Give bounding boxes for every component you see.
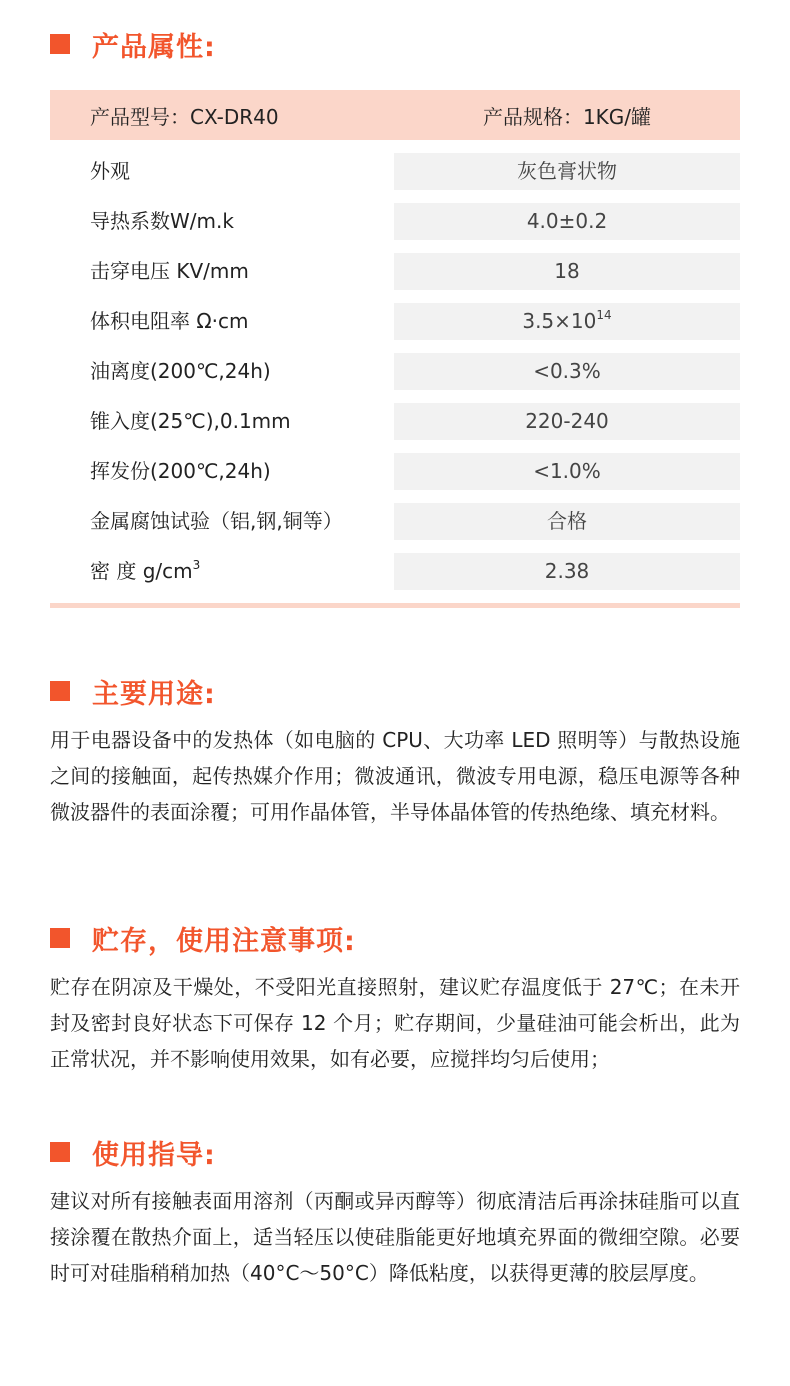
properties-heading [50, 24, 216, 64]
table-bottom-border [50, 603, 740, 608]
row-label [50, 553, 394, 590]
row-label: 锥入度(25℃),0.1mm [90, 409, 291, 433]
row-label: 体积电阻率 Ω·cm [90, 309, 249, 333]
row-label: 挥发份(200℃,24h) [90, 459, 271, 483]
product-spec: 产品规格：1KG/罐 [482, 104, 652, 129]
table-header [50, 90, 740, 140]
row-label: 导热系数W/m.k [90, 209, 234, 233]
heading-square-icon [50, 1142, 70, 1162]
row-value: 合格 [394, 503, 740, 540]
table-row [50, 403, 740, 440]
table-row [50, 203, 740, 240]
row-value: <0.3% [394, 353, 740, 390]
value-base: 3.5×10 [522, 309, 597, 333]
row-value: <1.0% [394, 453, 740, 490]
row-value [394, 303, 740, 340]
row-label: 油离度(200℃,24h) [90, 359, 271, 383]
row-label: 金属腐蚀试验（铝,钢,铜等） [90, 509, 343, 533]
row-label: 击穿电压 KV/mm [90, 259, 249, 283]
table-row [50, 153, 740, 190]
value-exponent: 14 [596, 308, 612, 322]
row-value: 220-240 [394, 403, 740, 440]
table-row [50, 453, 740, 490]
storage-text: 贮存在阴凉及干燥处，不受阳光直接照射，建议贮存温度低于 27℃；在未开封及密封良好状态下可保存 12 个月；贮存期间，少量硅油可能会析出，此为正常状况，并不影响使用效果，如有必要，应搅拌均匀后使用； [50, 975, 740, 1071]
heading-square-icon [50, 928, 70, 948]
guide-title: 使用指导: [92, 1139, 216, 1171]
table-row [50, 553, 740, 590]
storage-title: 贮存，使用注意事项: [92, 925, 356, 957]
usage-text: 用于电器设备中的发热体（如电脑的 CPU、大功率 LED 照明等）与散热设施之间的接触面，起传热媒介作用；微波通讯，微波专用电源，稳压电源等各种微波器件的表面涂覆；可用作晶体管，半导体晶体管的传热绝缘、填充材料。 [50, 728, 740, 824]
usage-heading [50, 671, 216, 711]
label-exponent: 3 [192, 558, 201, 572]
table-row [50, 303, 740, 340]
guide-text: 建议对所有接触表面用溶剂（丙酮或异丙醇等）彻底清洁后再涂抹硅脂可以直接涂覆在散热介面上，适当轻压以使硅脂能更好地填充界面的微细空隙。必要时可对硅脂稍稍加热（40°C～50°C）降低粘度，以获得更薄的胶层厚度。 [50, 1189, 740, 1285]
table-row [50, 253, 740, 290]
usage-title: 主要用途: [92, 678, 216, 710]
row-label: 外观 [90, 159, 130, 183]
row-value: 灰色膏状物 [394, 153, 740, 190]
label-base: 密 度 g/cm [90, 559, 193, 583]
heading-square-icon [50, 681, 70, 701]
storage-heading [50, 918, 356, 958]
properties-title: 产品属性: [92, 31, 216, 63]
table-row [50, 503, 740, 540]
table-row [50, 353, 740, 390]
table-rows [50, 153, 740, 590]
properties-table [50, 90, 740, 608]
product-model: 产品型号：CX-DR40 [90, 104, 279, 129]
row-value: 4.0±0.2 [394, 203, 740, 240]
heading-square-icon [50, 34, 70, 54]
guide-heading [50, 1132, 216, 1172]
row-value: 2.38 [394, 553, 740, 590]
row-value: 18 [394, 253, 740, 290]
